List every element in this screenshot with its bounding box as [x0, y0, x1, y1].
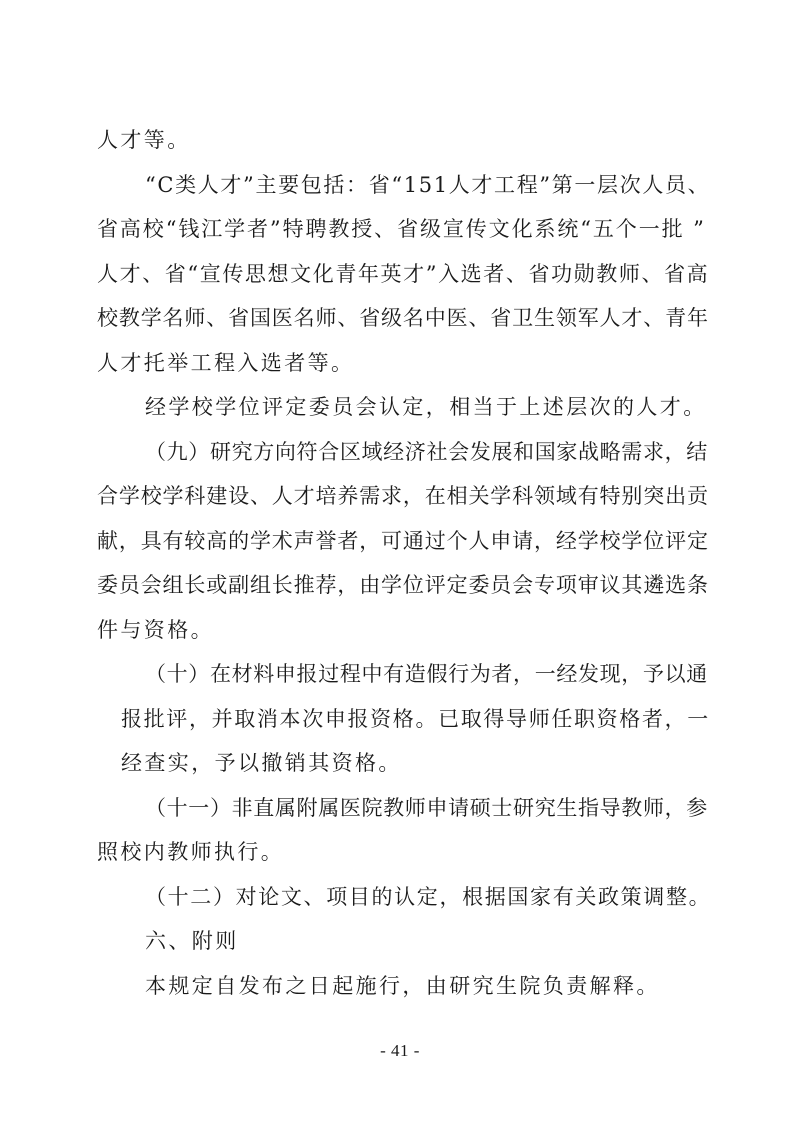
text-line-5: 校教学名师、省国医名师、省级名中医、省卫生领军人才、青年 [97, 306, 709, 330]
text-line-12: 件与资格。 [97, 618, 214, 642]
text-line-18: （十二）对论文、项目的认定，根据国家有关政策调整。 [145, 885, 712, 909]
text-line-14: 报批评，并取消本次申报资格。已取得导师任职资格者，一 [121, 707, 710, 731]
text-line-10: 献，具有较高的学术声誉者，可通过个人申请，经学校学位评定 [97, 529, 709, 553]
text-line-9: 合学校学科建设、人才培养需求，在相关学科领域有特别突出贡 [97, 484, 709, 508]
text-line-13: （十）在材料申报过程中有造假行为者，一经发现，予以通 [145, 662, 708, 686]
text-line-7: 经学校学位评定委员会认定，相当于上述层次的人才。 [145, 395, 707, 419]
text-line-1: 人才等。 [97, 128, 191, 152]
text-line-15: 经查实，予以撤销其资格。 [121, 751, 402, 775]
text-line-17: 照校内教师执行。 [97, 840, 285, 864]
section-heading-appendix: 六、附则 [145, 929, 239, 953]
text-line-2: “C类人才”主要包括：省“151人才工程”第一层次人员、 [145, 173, 711, 197]
page-number: - 41 - [380, 1041, 420, 1060]
text-line-8: （九）研究方向符合区域经济社会发展和国家战略需求，结 [145, 440, 708, 464]
text-line-6: 人才托举工程入选者等。 [97, 351, 355, 375]
text-line-20: 本规定自发布之日起施行，由研究生院负责解释。 [145, 974, 660, 998]
text-line-16: （十一）非直属附属医院教师申请硕士研究生指导教师，参 [145, 796, 708, 820]
text-line-3: 省高校“钱江学者”特聘教授、省级宣传文化系统“五个一批 ” [97, 217, 706, 241]
text-line-11: 委员会组长或副组长推荐，由学位评定委员会专项审议其遴选条 [97, 573, 709, 597]
text-line-4: 人才、省“宣传思想文化青年英才”入选者、省功勋教师、省高 [97, 262, 710, 286]
